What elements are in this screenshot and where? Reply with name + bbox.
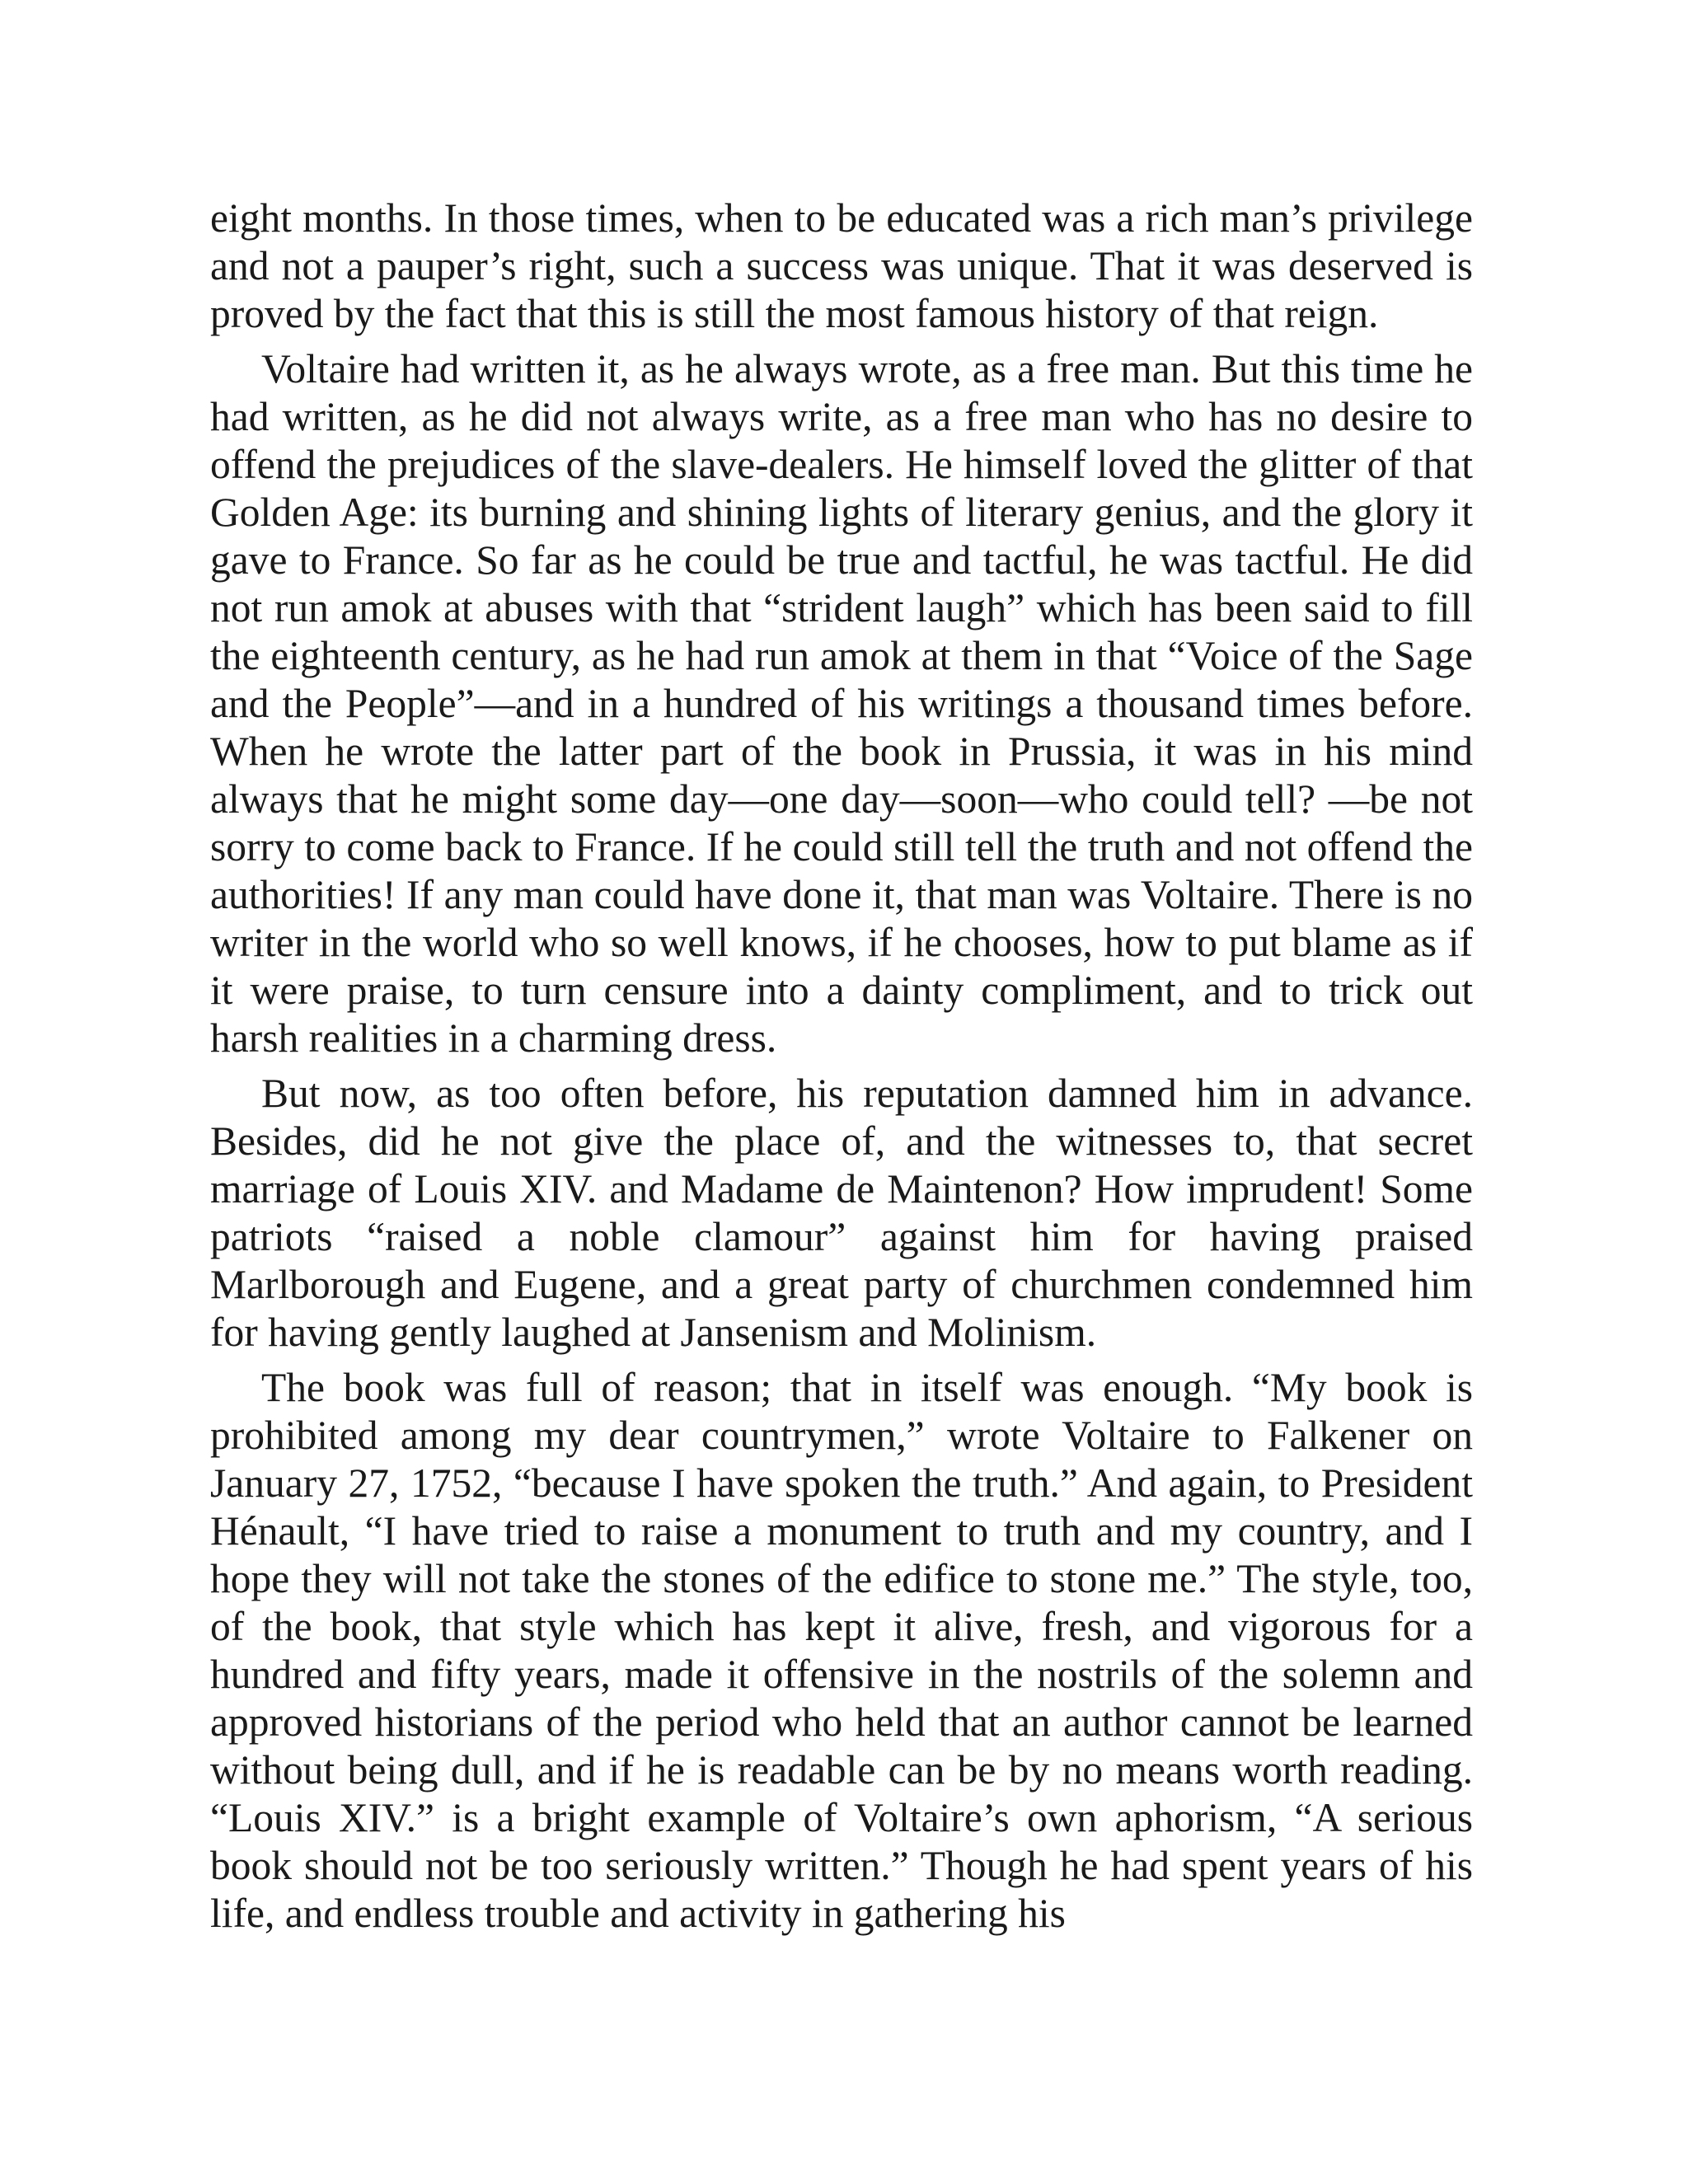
paragraph-4: The book was full of reason; that in itself was enough. “My book is prohibited among my dear countrymen,” wrote Voltaire to Falkener on January 27, 1752, “because I have spoken the truth.” And again, to President Hénault, “I have tried to raise a monument to truth and my country, and I hope they will not take the stones of the edifice to stone me.” The style, too, of the book, that style which has kept it alive, fresh, and vigorous for a hundred and fifty years, made it offensive in the nostrils of the solemn and approved historians of the period who held that an author cannot be learned without being dull, and if he is readable can be by no means worth reading. “Louis XIV.” is a bright example of Voltaire’s own aphorism, “A serious book should not be too seriously written.” Though he had spent years of his life, and endless trouble and activity in gathering his [210, 1365, 1473, 1936]
page-body [210, 194, 1473, 1945]
paragraph-2: Voltaire had written it, as he always wrote, as a free man. But this time he had written, as he did not always write, as a free man who has no desire to offend the prejudices of the slave-dealers. He himself loved the glitter of that Golden Age: its burning and shining lights of literary genius, and the glory it gave to France. So far as he could be true and tactful, he was tactful. He did not run amok at abuses with that “strident laugh” which has been said to fill the eighteenth century, as he had run amok at them in that “Voice of the Sage and the People”—and in a hundred of his writings a thousand times before. When he wrote the latter part of the book in Prussia, it was in his mind always that he might some day—one day—soon—who could tell? —be not sorry to come back to France. If he could still tell the truth and not offend the authorities! If any man could have done it, that man was Voltaire. There is no writer in the world who so well knows, if he chooses, how to put blame as if it were praise, to turn censure into a dainty compliment, and to trick out harsh realities in a charming dress. [210, 346, 1473, 1061]
paragraph-3: But now, as too often before, his reputation damned him in advance. Besides, did he not give the place of, and the witnesses to, that secret marriage of Louis XIV. and Madame de Maintenon? How imprudent! Some patriots “raised a noble clamour” against him for having praised Marlborough and Eugene, and a great party of churchmen condemned him for having gently laughed at Jansenism and Molinism. [210, 1071, 1473, 1355]
paragraph-1: eight months. In those times, when to be educated was a rich man’s privilege and not a pauper’s right, such a success was unique. That it was deserved is proved by the fact that this is still the most famous history of that reign. [210, 195, 1473, 336]
